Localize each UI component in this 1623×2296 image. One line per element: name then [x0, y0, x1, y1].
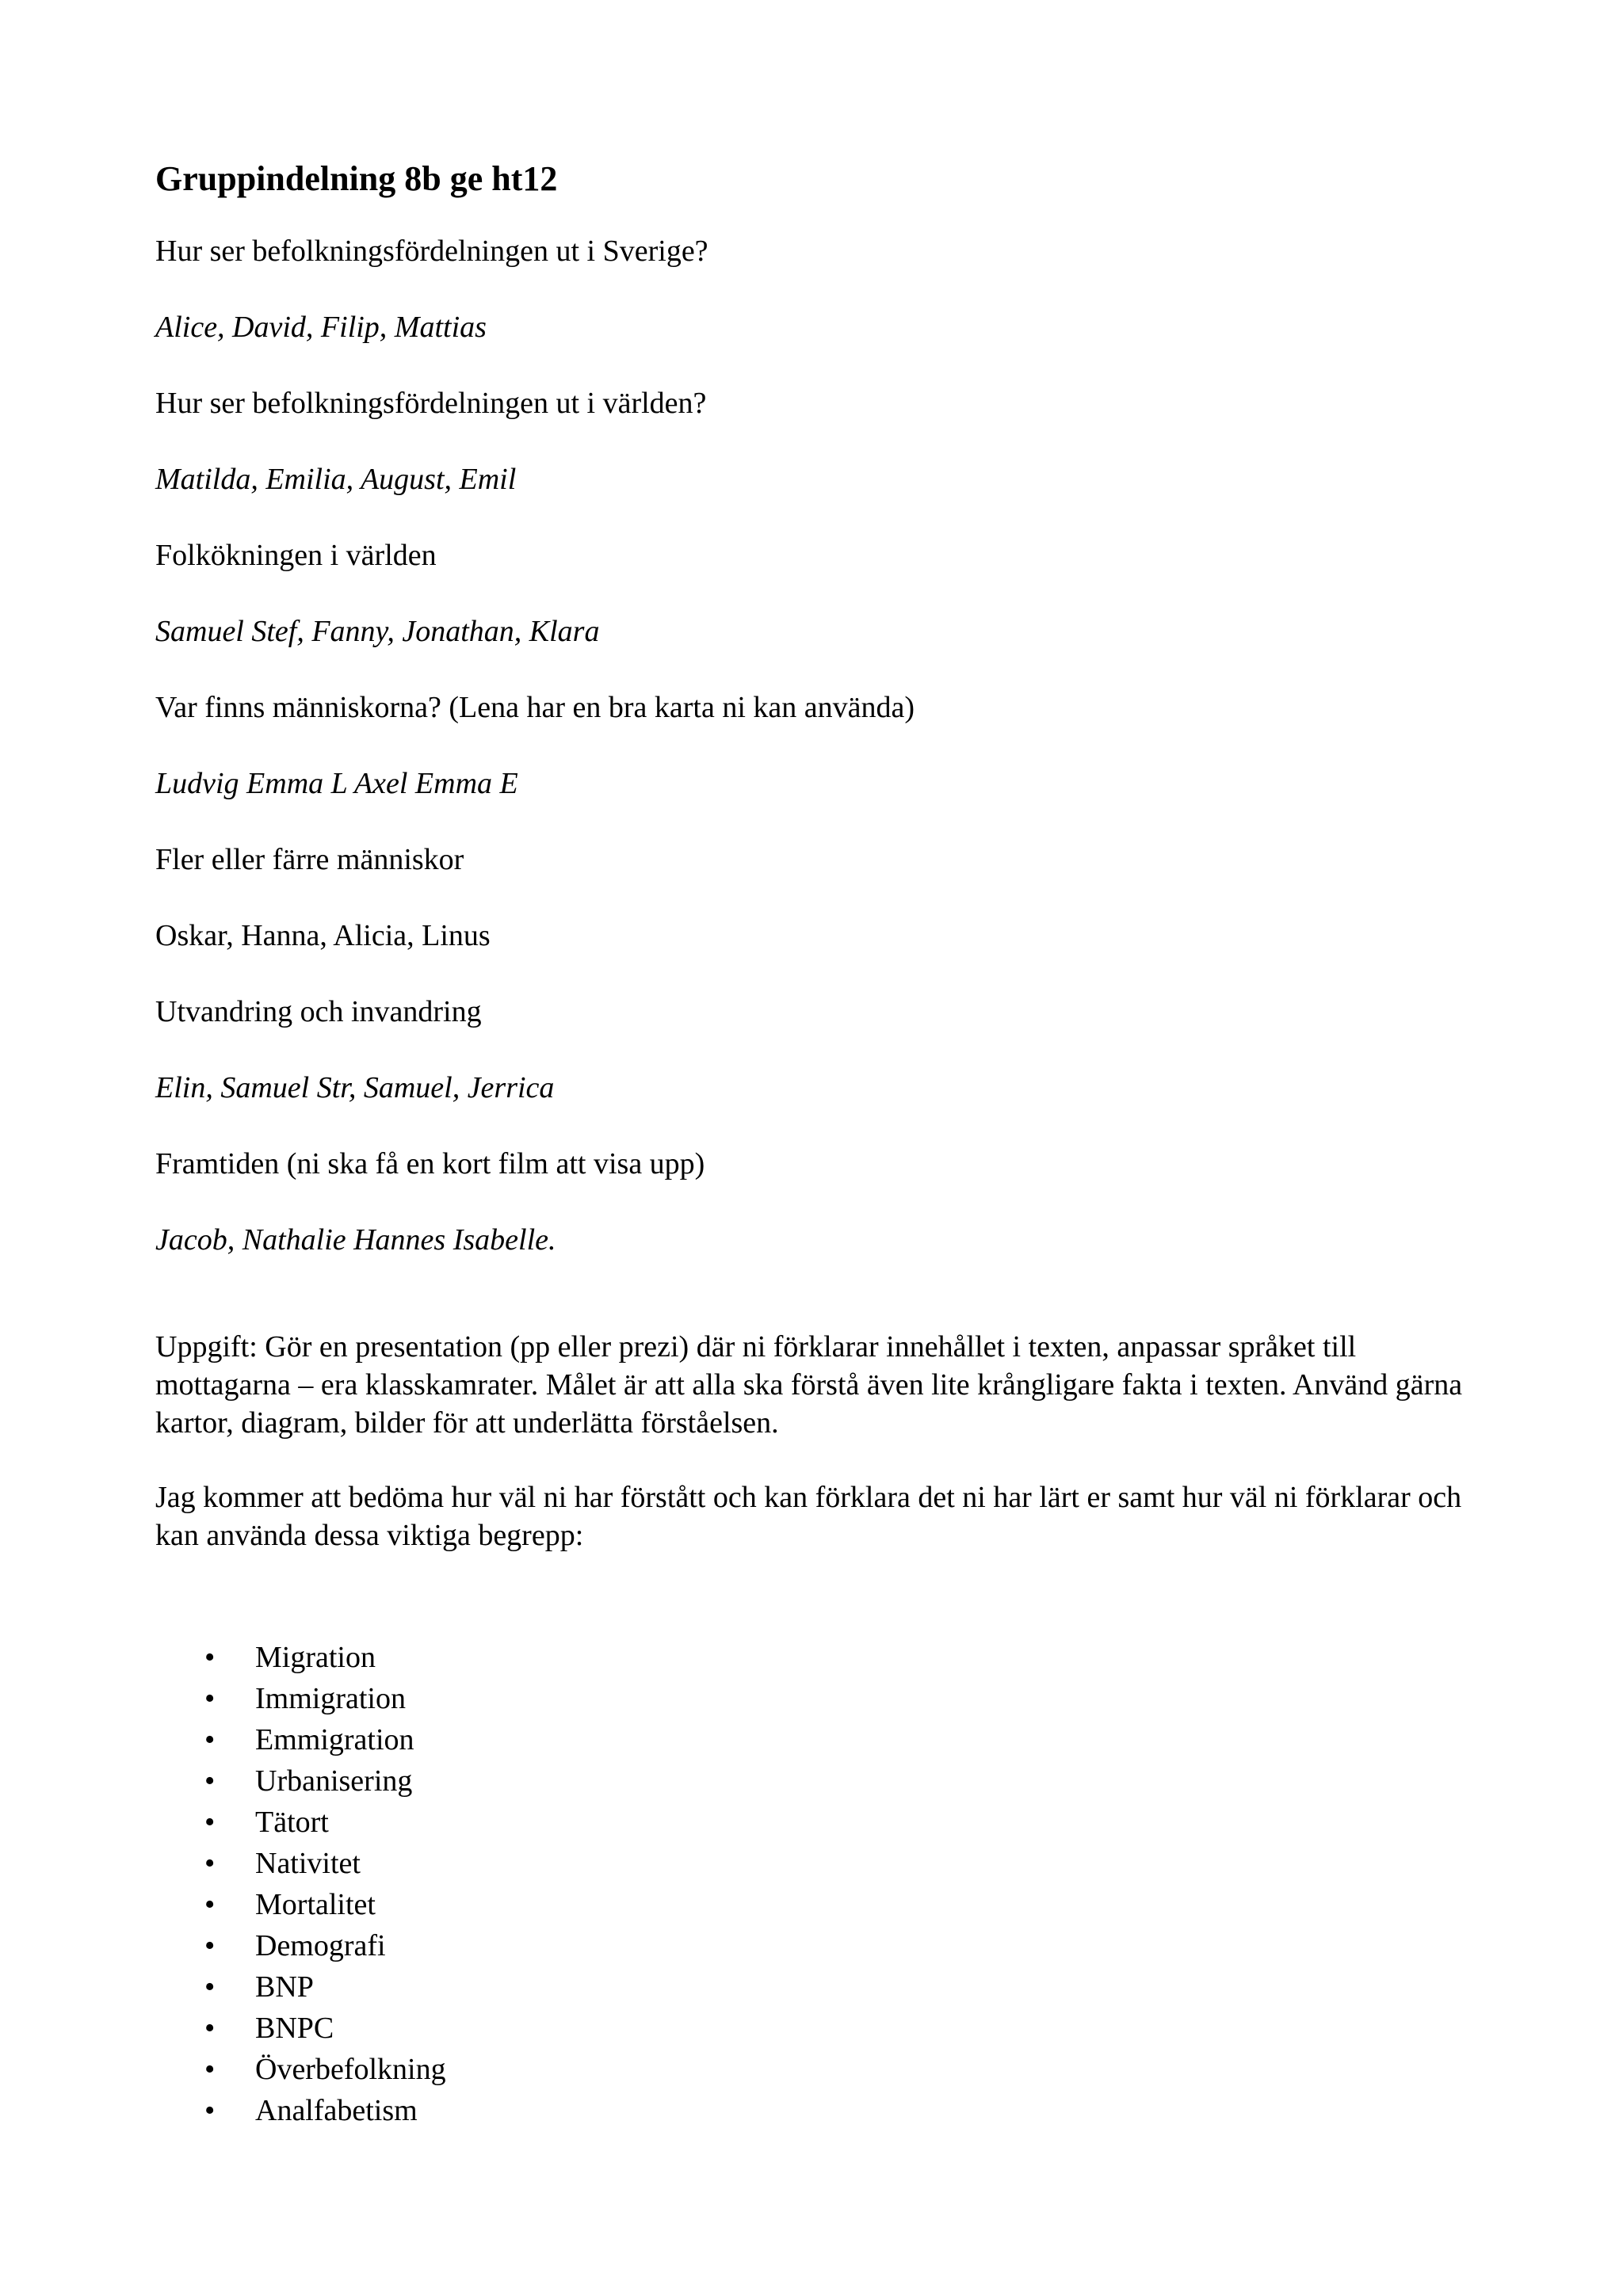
group-members: Matilda, Emilia, August, Emil [155, 463, 517, 496]
term-label: BNPC [255, 2012, 334, 2045]
term-label: Tätort [255, 1806, 329, 1839]
term-list-item [155, 1637, 1471, 1678]
bullet-icon: • [204, 2053, 216, 2086]
group-list [155, 231, 1471, 1260]
group-topic: Folkökningen i världen [155, 539, 437, 572]
group-members: Oskar, Hanna, Alicia, Linus [155, 919, 491, 952]
document-content [155, 155, 1471, 2131]
group-members: Jacob, Nathalie Hannes Isabelle. [155, 1223, 556, 1257]
term-label: Emmigration [255, 1723, 414, 1756]
term-label: Överbefolkning [255, 2053, 446, 2086]
term-label: Demografi [255, 1929, 386, 1962]
document-title: Gruppindelning 8b ge ht12 [155, 159, 558, 198]
term-list-item [155, 1719, 1471, 1760]
section-spacer [155, 1296, 1471, 1328]
group-topic: Framtiden (ni ska få en kort film att visa upp) [155, 1147, 705, 1180]
term-list-item [155, 1802, 1471, 1843]
group-topic: Var finns människorna? (Lena har en bra karta ni kan använda) [155, 691, 915, 724]
group-topic: Hur ser befolkningsfördelningen ut i världen? [155, 387, 707, 420]
bullet-icon: • [204, 1806, 216, 1839]
terms-list [155, 1637, 1471, 2131]
term-label: Urbanisering [255, 1764, 413, 1798]
bullet-icon: • [204, 1764, 216, 1798]
term-list-item [155, 1925, 1471, 1966]
bullet-icon: • [204, 2012, 216, 2045]
term-list-item [155, 1884, 1471, 1925]
term-label: Immigration [255, 1682, 406, 1715]
bullet-icon: • [204, 1847, 216, 1880]
term-label: Analfabetism [255, 2094, 418, 2127]
term-list-item [155, 2049, 1471, 2090]
group-members: Samuel Stef, Fanny, Jonathan, Klara [155, 615, 600, 648]
list-spacer [155, 1591, 1471, 1637]
group-topic: Fler eller färre människor [155, 843, 464, 876]
group-members: Elin, Samuel Str, Samuel, Jerrica [155, 1071, 555, 1104]
term-list-item [155, 2008, 1471, 2049]
term-list-item [155, 1966, 1471, 2008]
term-list-item [155, 1843, 1471, 1884]
bullet-icon: • [204, 1929, 216, 1962]
term-label: Migration [255, 1641, 376, 1674]
bullet-icon: • [204, 2094, 216, 2127]
term-label: BNP [255, 1970, 314, 2004]
term-list-item [155, 2090, 1471, 2131]
bullet-icon: • [204, 1682, 216, 1715]
bullet-icon: • [204, 1723, 216, 1756]
group-topic: Utvandring och invandring [155, 995, 482, 1028]
bullet-icon: • [204, 1641, 216, 1674]
term-label: Mortalitet [255, 1888, 376, 1921]
term-list-item [155, 1760, 1471, 1802]
assessment-paragraph: Jag kommer att bedöma hur väl ni har förstått och kan förklara det ni har lärt er samt hur väl ni förklarar och kan använda dessa viktiga begrepp: [155, 1481, 1462, 1552]
term-label: Nativitet [255, 1847, 361, 1880]
group-topic: Hur ser befolkningsfördelningen ut i Sverige? [155, 235, 708, 268]
bullet-icon: • [204, 1970, 216, 2004]
group-members: Alice, David, Filip, Mattias [155, 311, 487, 344]
term-list-item [155, 1678, 1471, 1719]
bullet-icon: • [204, 1888, 216, 1921]
group-members: Ludvig Emma L Axel Emma E [155, 767, 518, 800]
task-paragraph: Uppgift: Gör en presentation (pp eller prezi) där ni förklarar innehållet i texten, anpassar språket till mottagarna – era klasskamrater. Målet är att alla ska förstå även lite krångligare fakta i texten. Använd gärna kartor, diagram, bilder för att underlätta förståelsen. [155, 1330, 1463, 1440]
